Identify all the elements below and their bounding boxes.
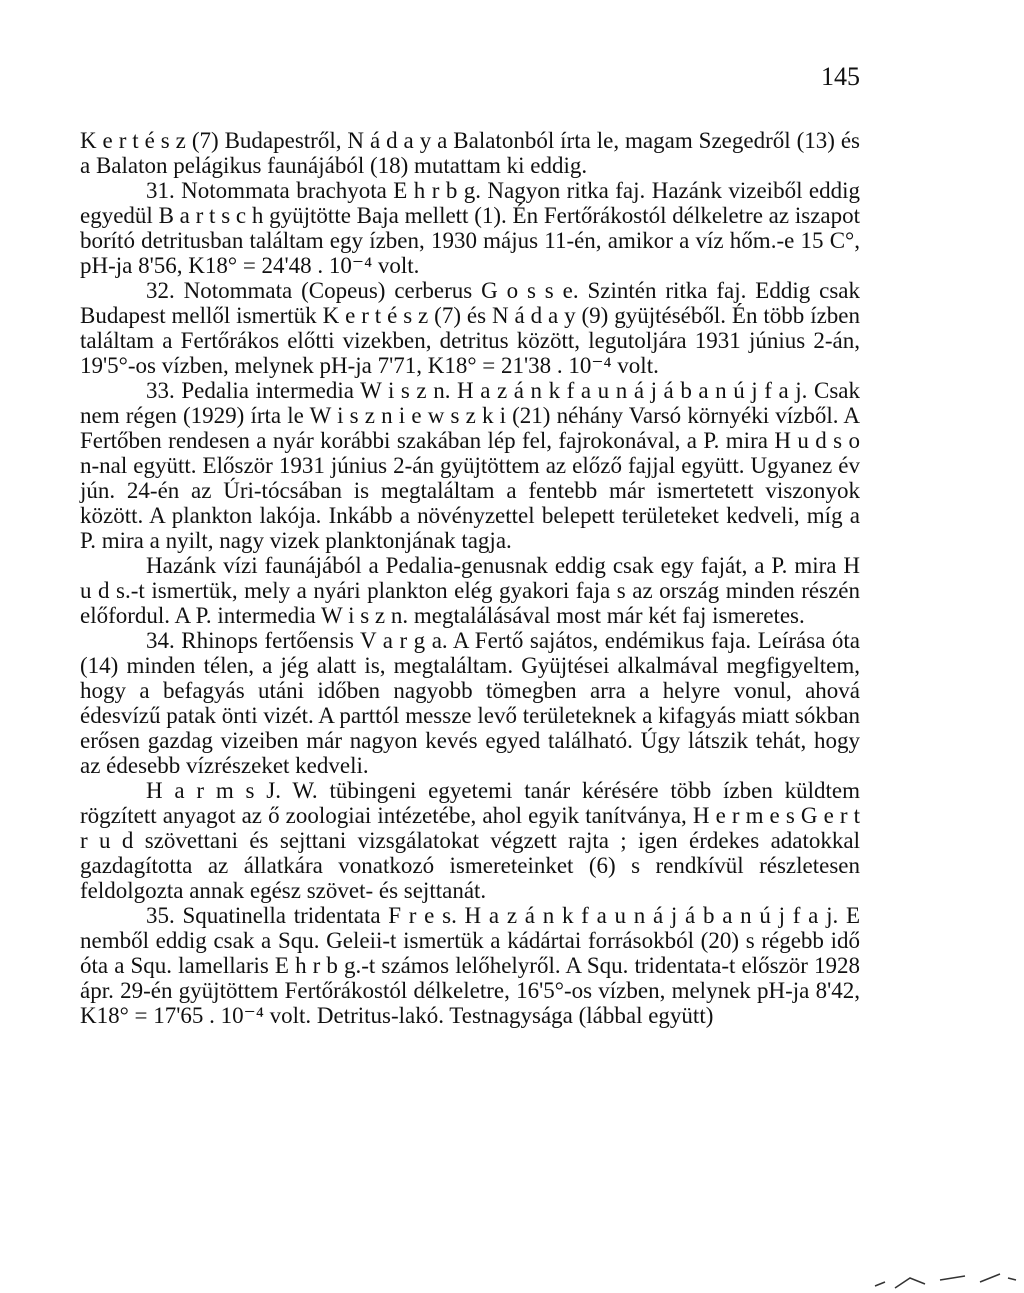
body-text [80,128,860,1028]
page-number: 145 [821,62,860,91]
paragraph-32-notommata-cerberus: 32. Notommata (Copeus) cerberus G o s s e. Szintén ritka faj. Eddig csak Budapest mellől ismertük K e r t é s z (7) és N á d a y (9) gyüjtéséből. Én több ízben találtam a Fertőrákos előtti vizekben, detritus között, legutoljára 1931 június 2-án, 19'5°-os vízben, melynek pH-ja 7'71, K18° = 21'38 . 10⁻⁴ volt. [80,278,860,378]
paragraph-31-notommata-brachyota: 31. Notommata brachyota E h r b g. Nagyon ritka faj. Hazánk vizeiből eddig egyedül B a r t s c h gyüjtötte Baja mellett (1). Én Fertőrákostól délkeletre az iszapot borító detritusban találtam egy ízben, 1930 május 11-én, amikor a víz hőm.-e 15 C°, pH-ja 8'56, K18° = 24'48 . 10⁻⁴ volt. [80,178,860,278]
paragraph-pedalia-genus: Hazánk vízi faunájából a Pedalia-genusnak eddig csak egy faját, a P. mira H u d s.-t ismertük, mely a nyári plankton elég gyakori faja s az ország minden részén előfordul. A P. intermedia W i s z n. megtalálásával most már két faj ismeretes. [80,553,860,628]
paragraph-33-pedalia-intermedia: 33. Pedalia intermedia W i s z n. H a z á n k f a u n á j á b a n ú j f a j. Csak nem régen (1929) írta le W i s z n i e w s z k i (21) néhány Varsó környéki vízből. A Fertőben rendesen a nyár korábbi szakában lép fel, fajrokonával, a P. mira H u d s o n-nal együtt. Először 1931 június 2-án gyüjtöttem az előző fajjal együtt. Ugyanez év jún. 24-én az Úri-tócsában is megtaláltam a fentebb már ismertetett viszonyok között. A plankton lakója. Inkább a növényzettel belepett területeket kedveli, míg a P. mira a nyilt, nagy vizek planktonjának tagja. [80,378,860,553]
paragraph-1: K e r t é s z (7) Budapestről, N á d a y a Balatonból írta le, magam Szegedről (13) és a Balaton pelágikus faunájából (18) mutattam ki eddig. [80,128,860,178]
paragraph-34-rhinops-fertoensis: 34. Rhinops fertőensis V a r g a. A Fertő sajátos, endémikus faja. Leírása óta (14) minden télen, a jég alatt is, megtaláltam. Gyüjtései alkalmával megfigyeltem, hogy a befagyás utáni időben nagyobb tömegben arra a helyre vonul, ahová édesvízű patak önti vizét. A parttól messze levő területeknek a kifagyás miatt sókban erősen gazdag vizeiben már nagyon kevés egyed található. Úgy látszik tehát, hogy az édesebb vízrészeket kedveli. [80,628,860,778]
paragraph-35-squatinella-tridentata: 35. Squatinella tridentata F r e s. H a z á n k f a u n á j á b a n ú j f a j. E nemből eddig csak a Squ. Geleii-t ismertük a kádártai forrásokból (20) s régebb idő óta a Squ. lamellaris E h r b g.-t számos lelőhelyről. A Squ. tridentata-t először 1928 ápr. 29-én gyüjtöttem Fertőrákostól délkeletre, 16'5°-os vízben, melynek pH-ja 8'42, K18° = 17'65 . 10⁻⁴ volt. Detritus-lakó. Testnagysága (lábbal együtt) [80,903,860,1028]
smudge-icon [870,1268,1020,1292]
paragraph-harms: H a r m s J. W. tübingeni egyetemi tanár kérésére több ízben küldtem rögzített anyagot az ő zoologiai intézetébe, ahol egyik tanítványa, H e r m e s G e r t r u d szövettani és sejttani vizsgálatokat végzett rajta ; igen érdekes adatokkal gazdagította az állatkára vonatkozó ismereteinket (6) s rendkívül részletesen feldolgozta annak egész szövet- és sejttanát. [80,778,860,903]
scan-edge-smudge [870,1268,1020,1292]
